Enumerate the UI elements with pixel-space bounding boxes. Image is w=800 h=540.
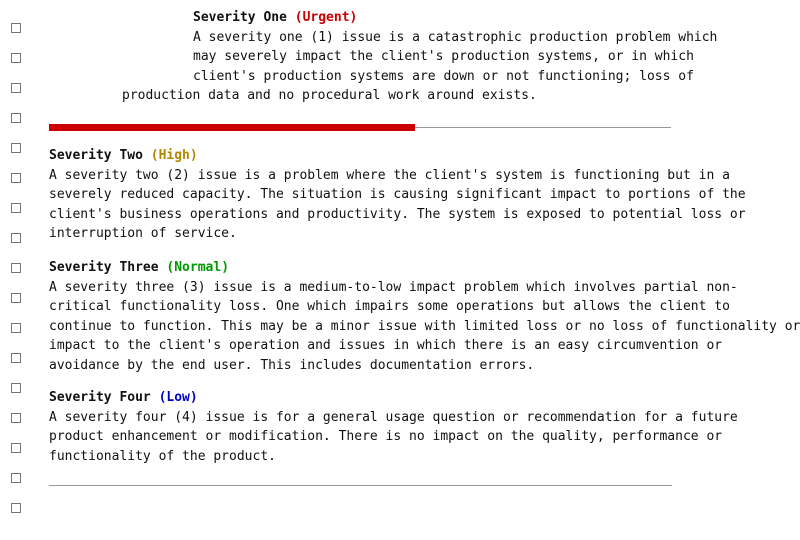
severity-four-section: [49, 388, 738, 466]
severity-two-heading: [49, 146, 746, 166]
bullet-square: [11, 203, 21, 213]
bullet-square: [11, 443, 21, 453]
severity-three-line: critical functionality loss. One which impairs some operations but allows the client to: [49, 299, 730, 314]
severity-three-line: A severity three (3) issue is a medium-to-low impact problem which involves partial non-: [49, 279, 738, 295]
bullet-square: [11, 383, 21, 393]
severity-two-line: A severity two (2) issue is a problem where the client's system is functioning but in a: [49, 167, 730, 183]
severity-one-line: production data and no procedural work around exists.: [122, 88, 537, 103]
bullet-square: [11, 323, 21, 333]
severity-two-label: (High): [150, 148, 198, 163]
bullet-square: [11, 113, 21, 123]
severity-two-line: client's business operations and productivity. The system is exposed to potential loss or: [49, 206, 746, 222]
bullet-square: [11, 353, 21, 363]
severity-one-line: may severely impact the client's production systems, or in which: [193, 49, 694, 64]
severity-four-label: (Low): [158, 390, 198, 405]
severity-one-title: Severity One: [193, 10, 287, 25]
severity-three-section: [49, 258, 800, 375]
bullet-square: [11, 413, 21, 423]
severity-one-label: (Urgent): [294, 10, 358, 25]
severity-three-line: continue to function. This may be a minor issue with limited loss or no loss of functionality or: [49, 318, 800, 334]
bullet-square: [11, 263, 21, 273]
severity-four-line: functionality of the product.: [49, 448, 276, 464]
severity-four-heading: [49, 388, 738, 408]
severity-two-line: severely reduced capacity. The situation is causing significant impact to portions of the: [49, 187, 746, 202]
thin-divider-line: [415, 127, 671, 128]
severity-four-line: A severity four (4) issue is for a general usage question or recommendation for a future: [49, 409, 738, 425]
bullet-square: [11, 233, 21, 243]
severity-three-heading: [49, 258, 800, 278]
severity-three-line: avoidance by the end user. This includes documentation errors.: [49, 357, 535, 373]
severity-four-title: Severity Four: [49, 390, 151, 405]
severity-four-line: product enhancement or modification. There is no impact on the quality, performance or: [49, 429, 723, 444]
severity-one-section: [0, 8, 717, 106]
thin-divider-line: [49, 485, 672, 486]
bullet-square: [11, 293, 21, 303]
bullet-square: [11, 473, 21, 483]
severity-three-title: Severity Three: [49, 260, 159, 275]
severity-two-title: Severity Two: [49, 148, 143, 163]
severity-three-line: impact to the client's operation and issues in which there is an easy circumvention or: [49, 338, 723, 353]
severity-one-line: A severity one (1) issue is a catastrophic production problem which: [193, 29, 718, 45]
severity-two-section: [49, 146, 746, 244]
red-divider-bar: [49, 124, 415, 131]
severity-one-line: client's production systems are down or not functioning; loss of: [193, 68, 694, 84]
severity-two-line: interruption of service.: [49, 226, 237, 241]
bullet-square: [11, 503, 21, 513]
bullet-square: [11, 173, 21, 183]
severity-one-heading: [0, 8, 717, 28]
severity-three-label: (Normal): [166, 260, 230, 275]
bullet-square: [11, 143, 21, 153]
